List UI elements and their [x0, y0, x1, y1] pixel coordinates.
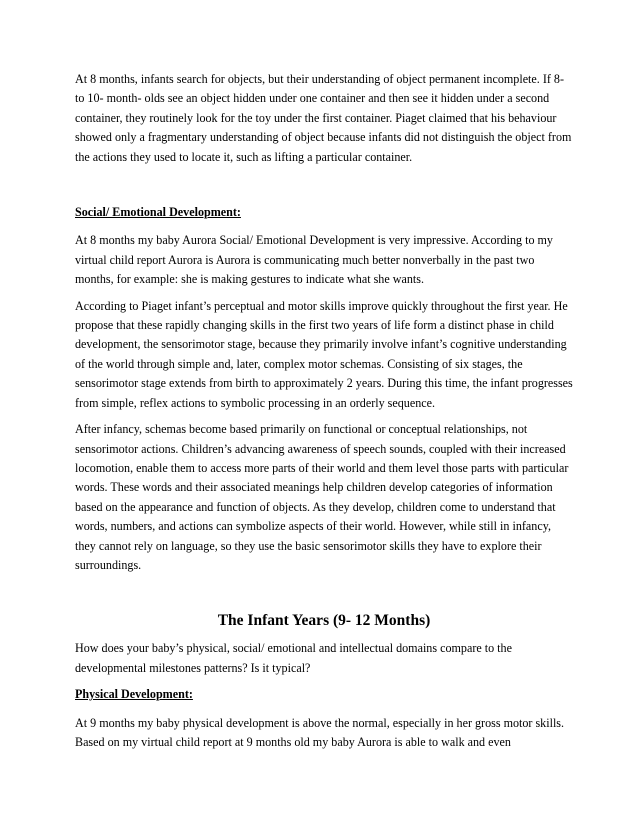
- milestones-question-paragraph: How does your baby’s physical, social/ emotional and intellectual domains compare to the developmental milestones patterns? Is it typical?: [75, 641, 512, 675]
- physical-development-heading: Physical Development:: [75, 687, 193, 702]
- document-page: [75, 70, 573, 752]
- section-title: The Infant Years (9- 12 Months): [217, 612, 431, 630]
- social-emotional-heading: Social/ Emotional Development:: [75, 205, 241, 220]
- after-infancy-paragraph: After infancy, schemas become based primarily on functional or conceptual relationships, not sensorimotor actions. Children’s advancing awareness of speech sounds, coupled with their increased locomotion, enable them to access more parts of their world and them level those parts with particular words. These words and their associated meanings help children develop categories of information based on the appearance and function of objects. As they develop, children come to understand that words, numbers, and actions can symbolize aspects of their world. However, while still in infancy, they cannot rely on language, so they use the basic sensorimotor skills they have to explore their surroundings.: [75, 422, 569, 572]
- piaget-sensorimotor-paragraph: According to Piaget infant’s perceptual and motor skills improve quickly throughout the first year. He propose that these rapidly changing skills in the first two years of life form a distinct phase in child development, the sensorimotor stage, because they primarily involve infant’s cognitive understanding of the world through simple and, later, complex motor schemas. Consisting of six stages, the sensorimotor stage extends from birth to approximately 2 years. During this time, the infant progresses from simple, reflex actions to symbolic processing in an orderly sequence.: [75, 298, 573, 410]
- physical-development-paragraph: At 9 months my baby physical development is above the normal, especially in her gross motor skills. Based on my virtual child report at 9 months old my baby Aurora is able to walk and even: [75, 715, 565, 749]
- social-emotional-paragraph: At 8 months my baby Aurora Social/ Emotional Development is very impressive. According to my virtual child report Aurora is Aurora is communicating much better nonverbally in the past two months, for example: she is making gestures to indicate what she wants.: [75, 233, 553, 287]
- object-permanence-paragraph: At 8 months, infants search for objects, but their understanding of object permanent incomplete. If 8- to 10- month- olds see an object hidden under one container and then see it hidden under a second container, they routinely look for the toy under the first container. Piaget claimed that his behaviour showed only a fragmentary understanding of object because infants did not distinguish the object from the actions they used to locate it, such as lifting a particular container.: [75, 72, 572, 164]
